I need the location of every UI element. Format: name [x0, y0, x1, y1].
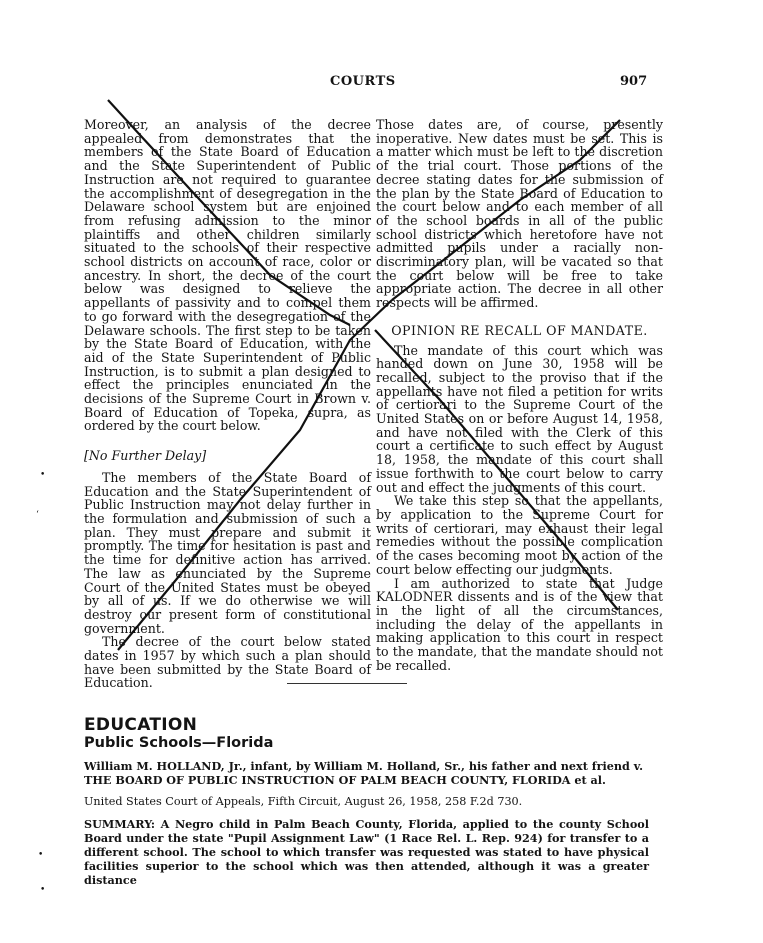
left-paragraph-2: The members of the State Board of Education and the State Superintendent of Public Instruction may not delay further in the formulation and submission of such a plan. They must prepare and submit it promptly. The time for hesitation is past and the time for definitive action has arrived. The law as enunciated by the Supreme Court of the United States must be obeyed by all of us. If we do otherwise we will destroy our present form of constitutional government. — [84, 469, 371, 636]
right-paragraph-1: Those dates are, of course, presently inoperative. New dates must be set. This is a matter which must be left to the discretion of the trial court. Those portions of the decree stating dates for the submission of the plan by the State Board of Education to the court below and to each member of all of the school boards in all of the public school districts which heretofore have not admitted pupils under a racially non-discriminatory plan, will be vacated so that the court below will be free to take appropriate action. The decree in all other respects will be affirmed. — [376, 117, 663, 311]
right-paragraph-2: The mandate of this court which was handed down on June 30, 1958 will be recalled, subject to the proviso that if the appellants have not filed a petition for writs of certiorari to the Supreme Court of the United States on or before August 14, 1958, and have not filed with the Clerk of this court a certificate to such effect by August 18, 1958, the mandate of this court shall issue forthwith to the court below to carry out and effect the judgments of this court. — [376, 342, 663, 495]
right-paragraph-4: I am authorized to state that Judge KALODNER dissents and is of the view that in the light of all the circumstances, including the delay of the appellants in making application to this court in respect to the mandate, that the mandate should not be recalled. — [376, 575, 663, 673]
section-divider — [287, 683, 407, 684]
left-paragraph-1: Moreover, an analysis of the decree appealed from demonstrates that the members of the State Board of Education and the State Superintendent of Public Instruction are not required to guarantee the accomplishment of desegregation in the Delaware school system but are enjoined from refusing admission to the minor plaintiffs and other children similarly situated to the schools of their respective school districts on account of race, color or ancestry. In short, the decree of the court below was designed to relieve the appellants of passivity and to compel them to go forward with the desegregation of the Delaware schools. The first step to be taken by the State Board of Education, with the aid of the State Superintendent of Public Instruction, is to submit a plan designed to effect the principles enunciated in the decisions of the Supreme Court in Brown v. Board of Education of Topeka, supra, as ordered by the court below. — [84, 117, 371, 434]
section-title: EDUCATION — [84, 715, 198, 735]
summary-label: SUMMARY: — [84, 817, 155, 831]
cross-out-stroke-left — [108, 100, 350, 325]
cross-out-stroke-right-diag — [392, 120, 620, 300]
summary-paragraph — [84, 817, 649, 887]
opinion-heading: OPINION RE RECALL OF MANDATE. — [391, 322, 648, 338]
summary-text: A Negro child in Palm Beach County, Florida, applied to the county School Board under the state "Pupil Assignment Law" (1 Race Rel. L. Rep. 924) for transfer to a different school. The school to which transfer was requested was stated to have physical facilities superior to the school which was then attended, although it was a greater distance — [84, 817, 649, 887]
right-paragraph-3: We take this step so that the appellants, by application to the Supreme Court for writs of certiorari, may exhaust their legal remedies without the possible complication of the cases becoming moot by action of the court below effecting our judgments. — [376, 493, 663, 577]
page-number: 907 — [620, 74, 648, 89]
margin-mark: • — [40, 470, 46, 480]
section-subtitle: Public Schools—Florida — [84, 735, 274, 751]
left-paragraph-3: The decree of the court below stated dates in 1957 by which such a plan should have been submitted by the State Board of Education. — [84, 634, 371, 691]
margin-mark: • — [40, 885, 46, 895]
running-header-title: COURTS — [330, 74, 396, 89]
margin-mark: • — [38, 850, 44, 860]
case-title: William M. HOLLAND, Jr., infant, by William M. Holland, Sr., his father and next friend v. THE BOARD OF PUBLIC INSTRUCTION OF PALM BEACH COUNTY, FLORIDA et al. — [84, 759, 643, 787]
court-citation: United States Court of Appeals, Fifth Circuit, August 26, 1958, 258 F.2d 730. — [84, 795, 523, 808]
subheading-no-further-delay: [No Further Delay] — [84, 448, 207, 464]
cross-out-stroke-right — [375, 330, 618, 610]
cross-out-stroke-left-diag — [118, 300, 392, 650]
margin-mark: ʻ — [36, 510, 39, 520]
